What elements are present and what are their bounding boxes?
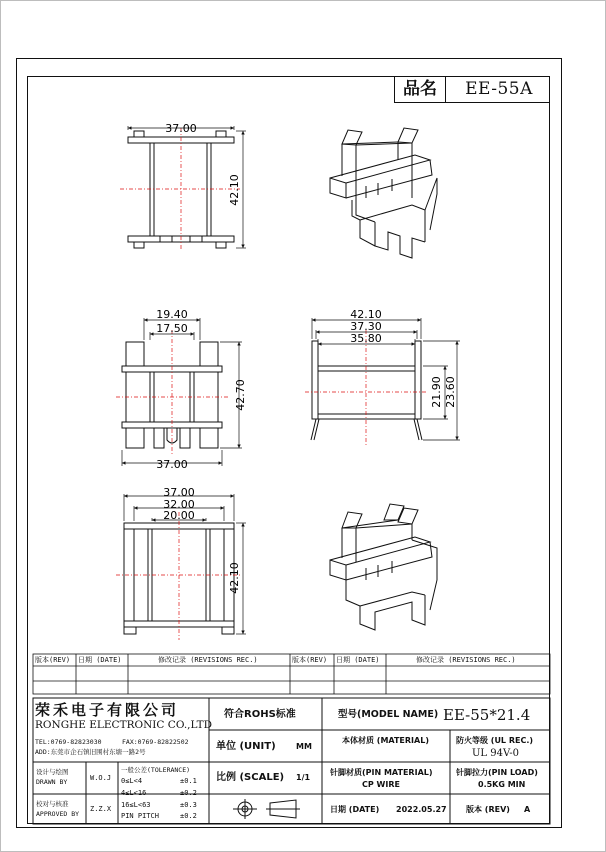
dim-side-h2: 23.60: [444, 376, 457, 408]
dim-top-width: 37.00: [165, 122, 197, 135]
rev-label: 版本 (REV): [466, 805, 510, 814]
company-name-en: RONGHE ELECTRONIC CO.,LTD: [35, 719, 213, 731]
front-view-pin-tr: [200, 342, 218, 366]
tolerance-range-2: 16≤L<63: [121, 801, 151, 809]
top-view-centerlines: [120, 128, 240, 250]
dim-side-outer: 42.10: [350, 308, 382, 321]
drawn-by-value: W.O.J: [90, 774, 112, 782]
dim-side-mid: 37.30: [350, 320, 382, 333]
scale-label: 比例 (SCALE): [216, 772, 285, 783]
side-view-left-flange: [312, 341, 318, 419]
tolerance-value-0: ±0.1: [180, 777, 197, 785]
top-view-pin-tl: [134, 131, 144, 137]
rev-col-date: 日期 (DATE): [78, 656, 122, 664]
dim-side-h1: 21.90: [430, 376, 443, 408]
model-value: EE-55*21.4: [443, 706, 531, 724]
dim-top-height: 42.10: [228, 174, 241, 206]
tolerance-range-3: PIN PITCH: [121, 812, 159, 820]
rev-col-date-2: 日期 (DATE): [336, 656, 380, 664]
dim-bottom-height: 42.10: [228, 562, 241, 594]
dim-front-height: 42.70: [234, 379, 247, 411]
tolerance-header: 一般公差(TOLERANCE): [121, 766, 191, 774]
company-name-cn: 荣禾电子有限公司: [35, 701, 180, 719]
dim-bottom-inner: 20.00: [163, 509, 195, 522]
rev-col-rec: 修改记录 (REVISIONS REC.): [158, 656, 258, 664]
company-fax: FAX:0769-82822502: [122, 738, 189, 746]
drawn-by-label-en: DRAWN BY: [36, 778, 68, 786]
pin-material-label: 针脚材质(PIN MATERIAL): [330, 768, 433, 777]
dim-bottom-outer: 37.00: [163, 486, 195, 499]
tolerance-value-2: ±0.3: [180, 801, 197, 809]
dim-front-inner: 17.50: [156, 322, 188, 335]
rev-col-rev-2: 版本(REV): [292, 656, 328, 664]
part-name-value: EE-55A: [465, 79, 533, 99]
material-label: 本体材质 (MATERIAL): [342, 736, 429, 745]
company-address: ADD:东莞市企石镇旧围村东塘一路2号: [35, 748, 146, 756]
part-name-label: 品名: [403, 79, 437, 99]
dim-bottom-mid: 32.00: [163, 498, 195, 511]
side-view-right-flange: [415, 341, 421, 419]
flame-value: UL 94V-0: [472, 748, 520, 759]
front-view-pin-bl: [126, 428, 144, 448]
pin-load-label: 针脚拉力(PIN LOAD): [456, 768, 538, 777]
approved-by-label-cn: 校对与核准: [36, 800, 69, 808]
tolerance-range-0: 0≤L<4: [121, 777, 143, 785]
front-view-pin-tl: [126, 342, 144, 366]
approved-by-label-en: APPROVED BY: [36, 810, 80, 818]
front-view-pin-br: [200, 428, 218, 448]
front-view-dims: [122, 318, 242, 466]
top-view-pin-br: [216, 242, 226, 248]
approved-by-value: Z.Z.X: [90, 805, 112, 813]
unit-value: MM: [296, 742, 312, 751]
tolerance-value-3: ±0.2: [180, 812, 197, 820]
rohs-label: 符合ROHS标准: [224, 709, 296, 720]
tolerance-range-1: 4≤L<16: [121, 789, 147, 797]
rev-value: A: [524, 805, 531, 814]
flame-label: 防火等级 (UL REC.): [456, 736, 534, 745]
date-label: 日期 (DATE): [330, 805, 380, 814]
pin-material-value: CP WIRE: [362, 780, 400, 789]
rev-col-rec-2: 修改记录 (REVISIONS REC.): [416, 656, 516, 664]
tolerance-value-1: ±0.2: [180, 789, 197, 797]
date-value: 2022.05.27: [396, 805, 447, 814]
top-view-pin-bl: [134, 242, 144, 248]
pin-load-value: 0.5KG MIN: [478, 780, 526, 789]
projection-symbol: [233, 799, 300, 819]
iso-view-1: [330, 128, 437, 258]
unit-label: 单位 (UNIT): [216, 741, 276, 752]
dim-side-inner: 35.80: [350, 332, 382, 345]
front-view-centerlines: [116, 330, 228, 455]
model-label: 型号(MODEL NAME): [338, 709, 439, 720]
drawn-by-label-cn: 设计与绘图: [36, 768, 69, 776]
scale-value: 1/1: [296, 773, 311, 782]
rev-col-rev: 版本(REV): [35, 656, 71, 664]
side-view: [311, 341, 422, 440]
company-tel: TEL:0769-82823030: [35, 738, 102, 746]
top-view-pin-tr: [216, 131, 226, 137]
side-view-centerlines: [305, 330, 428, 445]
dim-front-outer: 19.40: [156, 308, 188, 321]
iso-view-2: [330, 504, 437, 630]
dim-front-width: 37.00: [156, 458, 188, 471]
